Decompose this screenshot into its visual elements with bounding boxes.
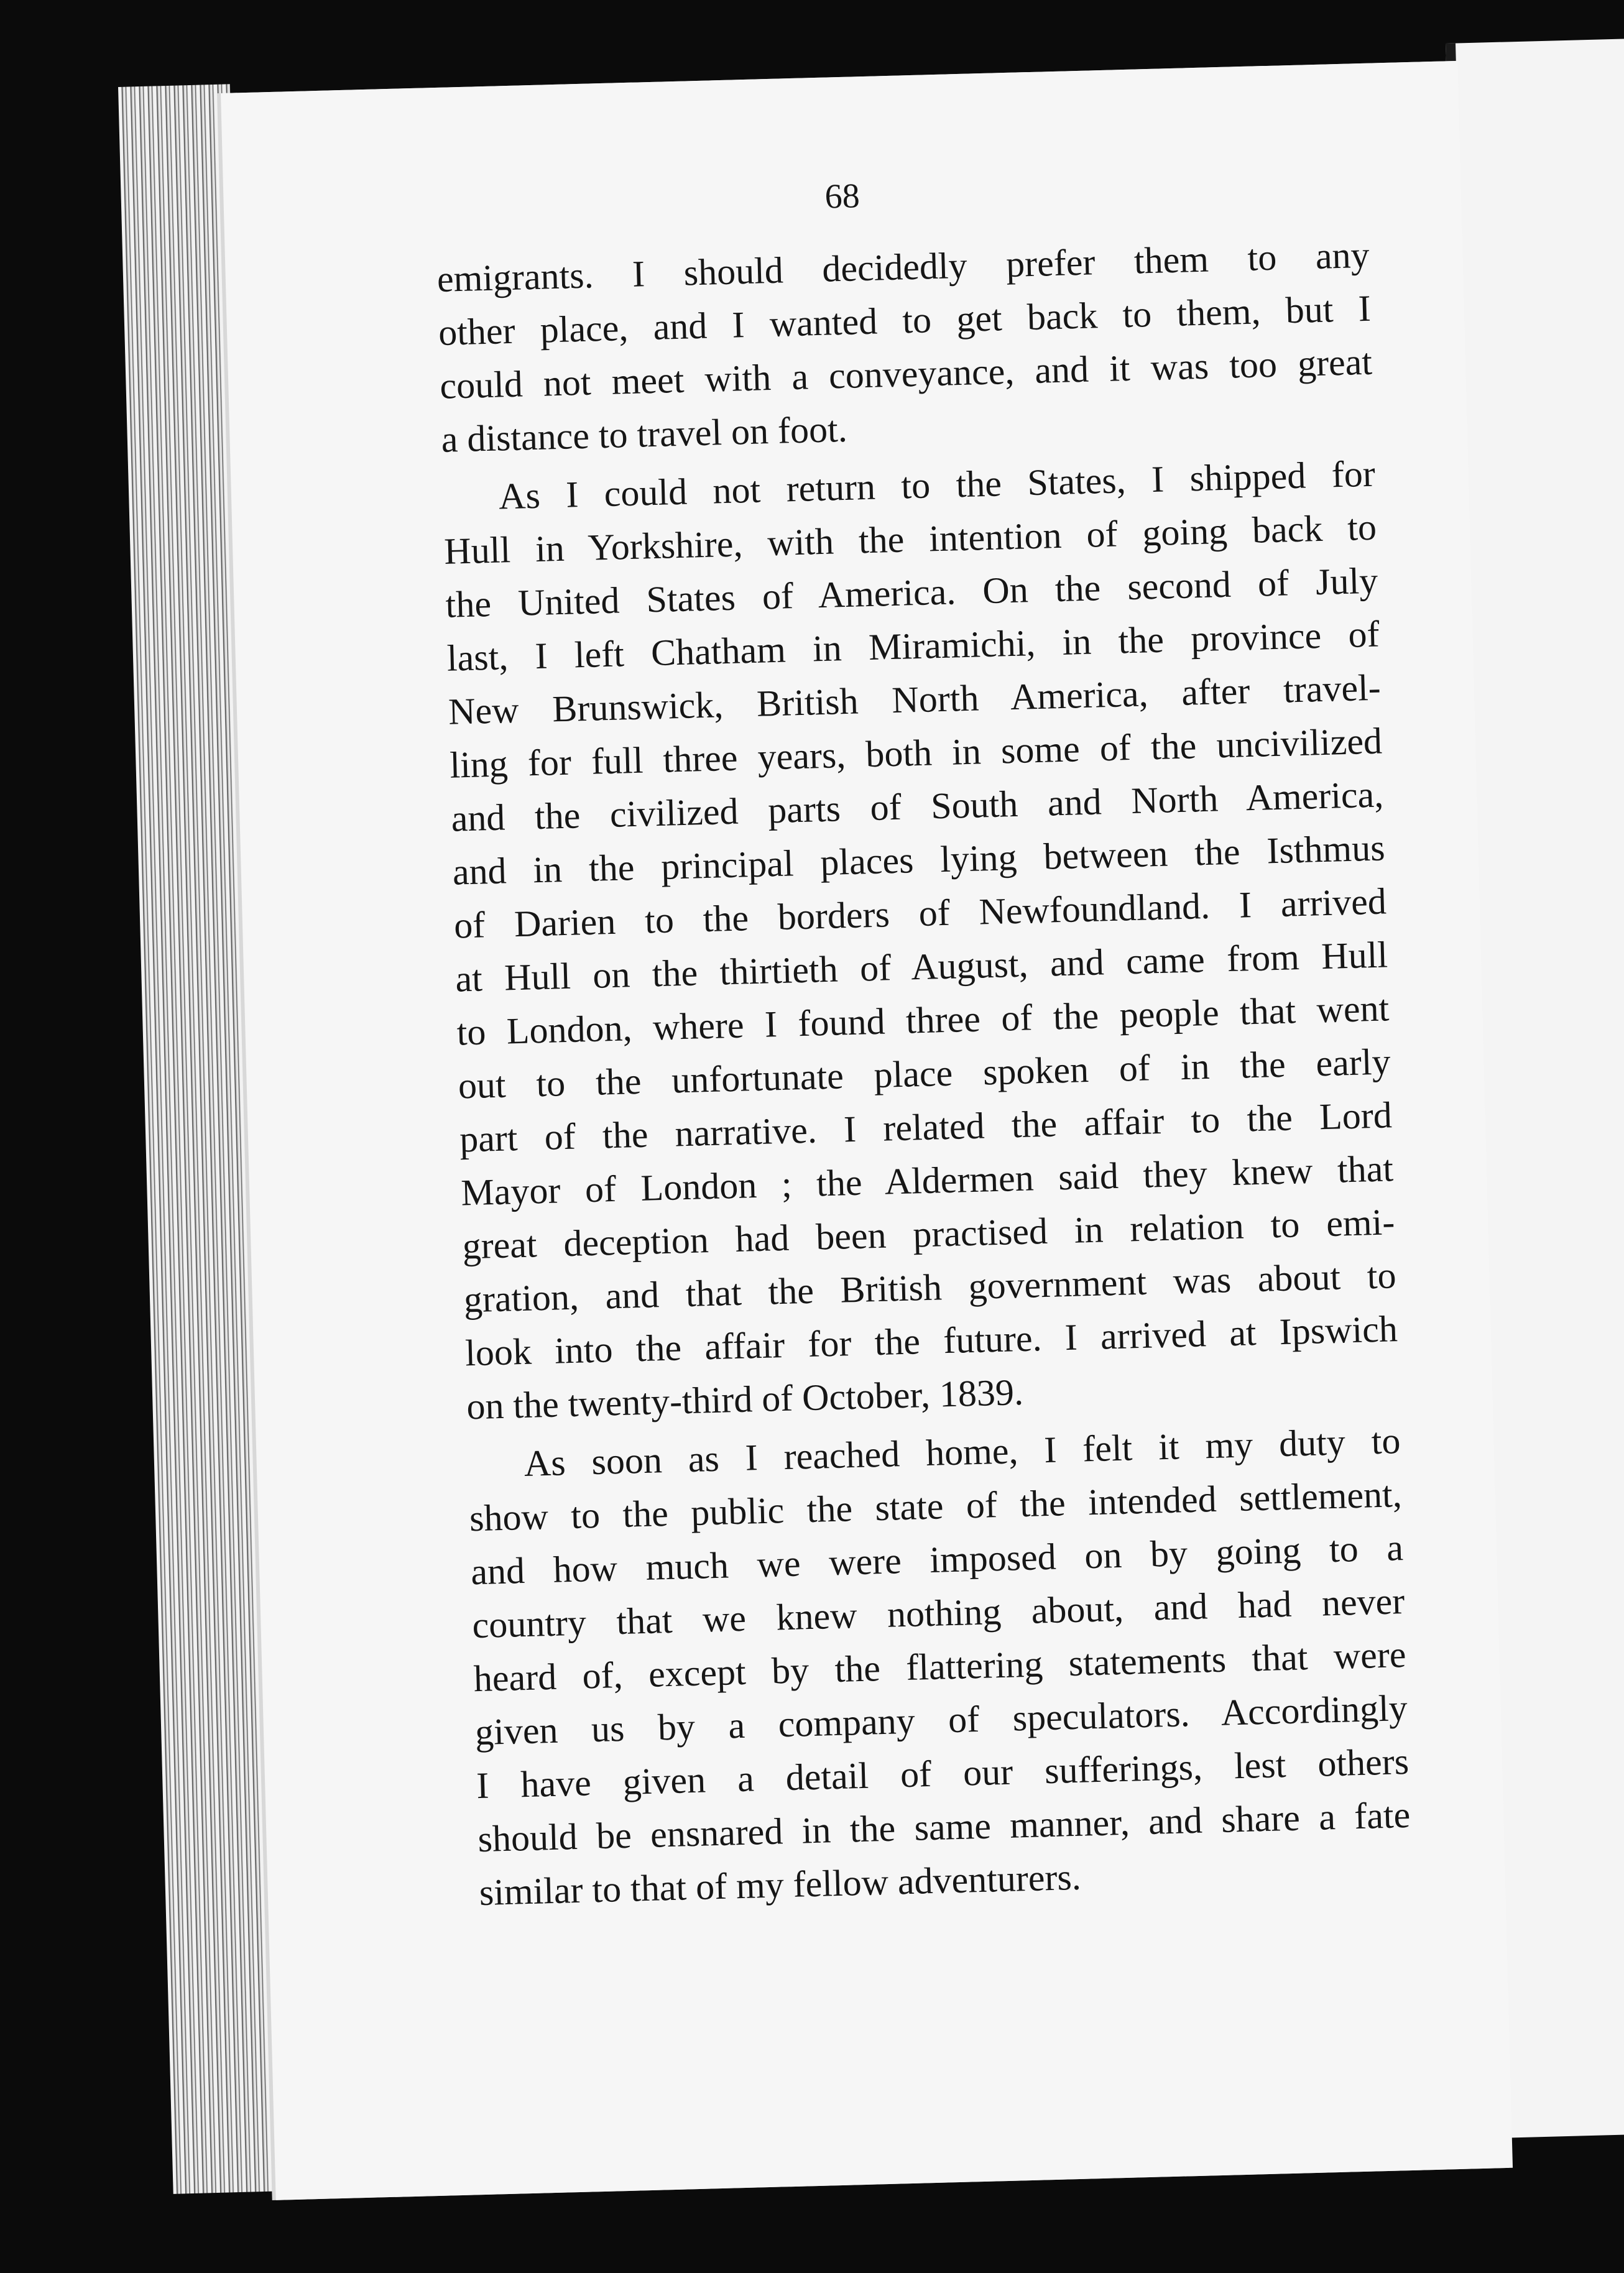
text-line: out to the unfortunate place spoken of in the early <box>458 1041 1391 1107</box>
text-line: given us by a company of speculators. Accordingly <box>474 1687 1408 1753</box>
paragraph-1 <box>436 228 1374 466</box>
text-line: country that we knew nothing about, and had never <box>471 1580 1405 1646</box>
text-line: Hull in Yorkshire, with the intention of going back to <box>443 506 1377 572</box>
text-line: and in the principal places lying between the Isthmus <box>452 827 1386 893</box>
text-line: a distance to travel on foot. <box>440 408 848 460</box>
text-line: other place, and I wanted to get back to them, but I <box>438 287 1372 353</box>
text-line: and how much we were imposed on by going to a <box>470 1527 1404 1593</box>
text-line: I have given a detail of our sufferings, lest others <box>476 1740 1409 1807</box>
text-line: to London, where I found three of the people that went <box>456 987 1390 1053</box>
text-line: As I could not return to the States, I shipped for <box>498 453 1376 517</box>
text-line: the United States of America. On the second of July <box>445 560 1379 625</box>
text-line: heard of, except by the flattering statements that were <box>473 1633 1407 1700</box>
paragraph-3 <box>468 1414 1413 1919</box>
text-line: similar to that of my fellow adventurers. <box>479 1856 1082 1914</box>
text-line: last, I left Chatham in Miramichi, in the province of <box>446 613 1380 679</box>
text-line: could not meet with a conveyance, and it was too great <box>439 341 1373 407</box>
body-text <box>436 228 1413 1924</box>
page-number: 68 <box>824 177 860 216</box>
text-line: look into the affair for the future. I arrived at Ipswich <box>464 1308 1398 1374</box>
paragraph-2 <box>442 447 1400 1434</box>
text-line: and the civilized parts of South and North America, <box>450 773 1385 839</box>
text-line: As soon as I reached home, I felt it my duty to <box>523 1420 1401 1484</box>
text-line: Mayor of London ; the Aldermen said they knew that <box>460 1148 1394 1214</box>
text-line: at Hull on the thirtieth of August, and came from Hull <box>454 934 1388 1000</box>
text-line: should be ensnared in the same manner, and share a fate <box>477 1794 1411 1860</box>
text-line: show to the public the state of the intended settlement, <box>469 1473 1403 1539</box>
text-line: great deception had been practised in relation to emi- <box>461 1201 1396 1267</box>
text-line: of Darien to the borders of Newfoundland. I arrived <box>453 880 1387 946</box>
text-line: emigrants. I should decidedly prefer them to any <box>436 234 1370 300</box>
text-line: gration, and that the British government was about to <box>463 1255 1397 1321</box>
text-line: New Brunswick, British North America, after travel- <box>448 666 1382 732</box>
book-page <box>221 61 1513 2200</box>
text-line: part of the narrative. I related the affair to the Lord <box>459 1094 1393 1160</box>
text-line: ling for full three years, both in some of the uncivilized <box>449 720 1383 786</box>
text-line: on the twenty-third of October, 1839. <box>466 1371 1024 1427</box>
